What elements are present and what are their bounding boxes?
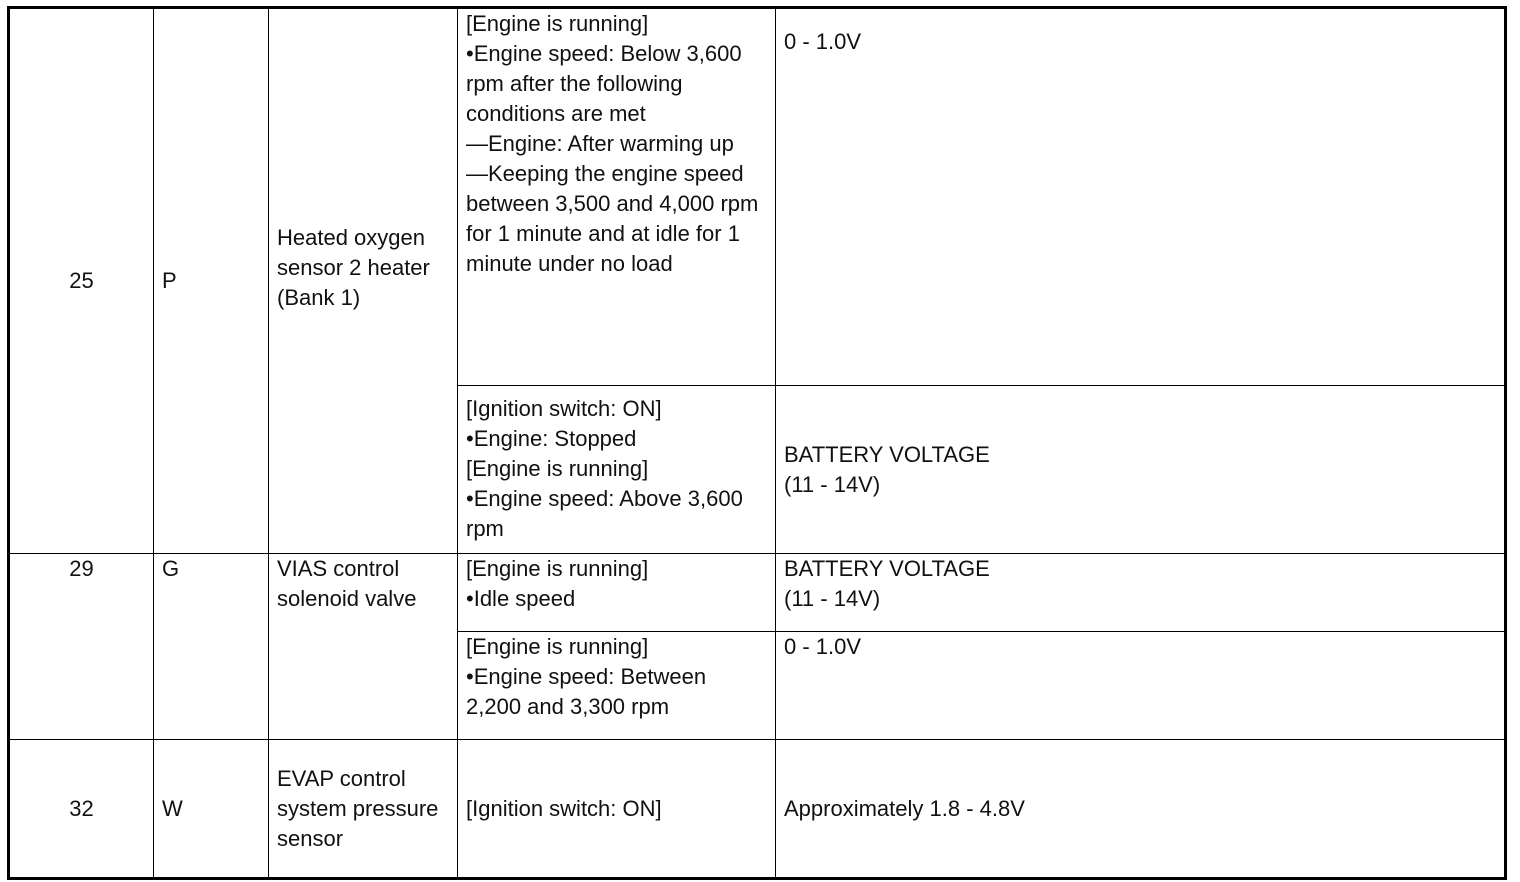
condition-text: [Engine is running] •Engine speed: Below 3,600 rpm after the following conditions are met —Engine: After warming up —Keeping the engine speed between 3,500 and 4,000 rpm for 1 minute and at idle for 1 minute under no load	[466, 11, 759, 276]
condition-cell	[458, 386, 776, 554]
data-value	[776, 740, 1506, 879]
item-name	[269, 740, 458, 879]
table-row	[9, 554, 1506, 632]
table-row	[9, 740, 1506, 879]
table-row	[9, 8, 1506, 386]
data-value	[776, 632, 1506, 740]
condition-text: [Ignition switch: ON] •Engine: Stopped [Engine is running] •Engine speed: Above 3,600 rpm	[466, 396, 743, 541]
data-text: BATTERY VOLTAGE (11 - 14V)	[784, 556, 990, 611]
data-value	[776, 554, 1506, 632]
condition-text: [Ignition switch: ON]	[466, 795, 662, 821]
data-value	[776, 386, 1506, 554]
terminal-number: 25	[9, 8, 154, 554]
condition-cell	[458, 554, 776, 632]
condition-cell	[458, 740, 776, 879]
data-text: BATTERY VOLTAGE (11 - 14V)	[784, 441, 990, 497]
ecm-terminal-table	[7, 6, 1507, 880]
data-text: 0 - 1.0V	[784, 29, 862, 54]
data-text: Approximately 1.8 - 4.8V	[784, 795, 1025, 821]
wire-color: P	[154, 8, 269, 554]
data-text: 0 - 1.0V	[784, 634, 862, 659]
item-text: Heated oxygen sensor 2 heater (Bank 1)	[277, 225, 430, 310]
item-text: VIAS control solenoid valve	[277, 556, 417, 611]
condition-text: [Engine is running] •Idle speed	[466, 556, 649, 611]
terminal-number: 29	[9, 554, 154, 740]
item-name	[269, 8, 458, 554]
condition-cell	[458, 632, 776, 740]
wire-color: G	[154, 554, 269, 740]
item-name	[269, 554, 458, 740]
data-value	[776, 8, 1506, 386]
item-text: EVAP control system pressure sensor	[277, 765, 439, 851]
terminal-number: 32	[9, 740, 154, 879]
condition-text: [Engine is running] •Engine speed: Between 2,200 and 3,300 rpm	[466, 634, 707, 719]
condition-cell	[458, 8, 776, 386]
wire-color: W	[154, 740, 269, 879]
